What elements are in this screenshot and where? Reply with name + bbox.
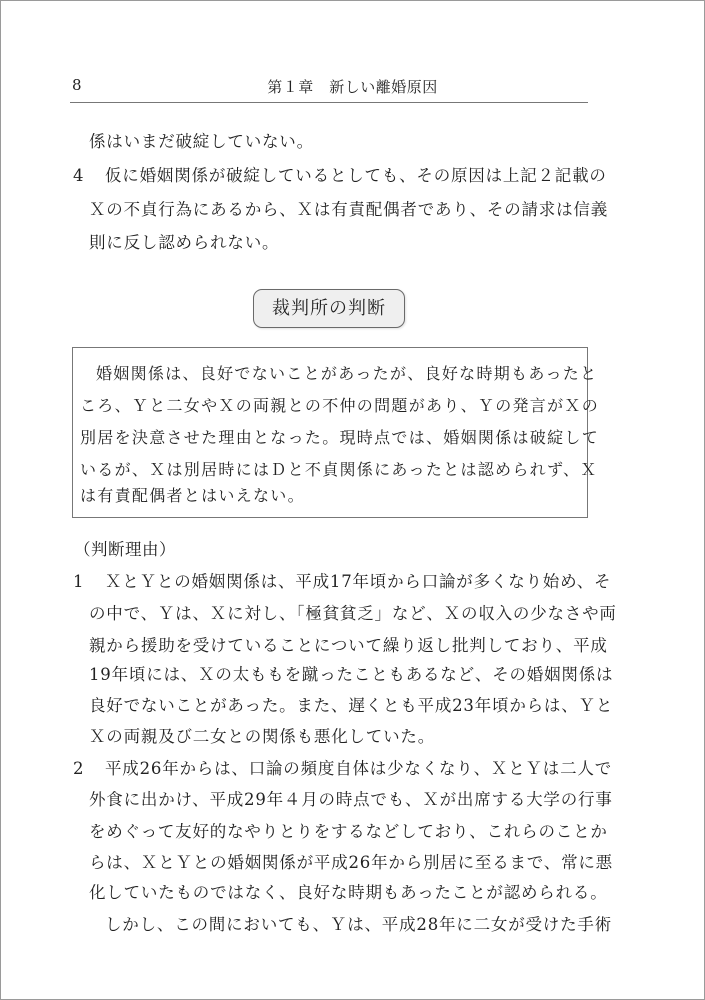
item1-line-1: ＸとＹとの婚姻関係は、平成17年頃から口論が多くなり始め、そ: [105, 572, 612, 591]
item-number-4: 4: [73, 166, 84, 185]
header-rule: [70, 102, 588, 103]
summary-box: [72, 347, 600, 518]
item2-line-1: 平成26年からは、口論の頻度自体は少なくなり、ＸとＹは二人で: [105, 759, 612, 778]
running-header: 第１章 新しい離婚原因: [267, 78, 438, 96]
item1-line-5: 良好でないことがあった。また、遅くとも平成23年頃からは、Ｙと: [89, 696, 614, 715]
continuation-line: 係はいまだ破綻していない。: [89, 132, 314, 151]
item2-line-6: しかし、この間においても、Ｙは、平成28年に二女が受けた手術: [105, 915, 612, 934]
section-title: 裁判所の判断: [253, 289, 405, 328]
item1-line-2: の中で、Ｙは、Ｘに対し、「極貧貧乏」など、Ｘの収入の少なさや両: [89, 604, 617, 623]
item-number-2: 2: [73, 759, 84, 778]
item2-line-2: 外食に出かけ、平成29年４月の時点でも、Ｘが出席する大学の行事: [89, 790, 613, 809]
item2-line-4: らは、ＸとＹとの婚姻関係が平成26年から別居に至るまで、常に悪: [89, 853, 613, 872]
item4-line-3: 則に反し認められない。: [89, 233, 280, 252]
summary-line-3: 別居を決意させた理由となった。現時点では、婚姻関係は破綻して: [80, 428, 600, 447]
summary-line-5: は有責配偶者とはいえない。: [80, 486, 305, 505]
reasons-heading: （判断理由）: [74, 540, 176, 559]
item2-line-5: 化していたものではなく、良好な時期もあったことが認められる。: [89, 883, 608, 902]
summary-line-1: 婚姻関係は、良好でないことがあったが、良好な時期もあったと: [96, 364, 598, 383]
item1-line-6: Ｘの両親及び二女との関係も悪化していた。: [89, 727, 435, 746]
item1-line-3: 親から援助を受けていることについて繰り返し批判しており、平成: [89, 636, 608, 655]
item4-line-1: 仮に婚姻関係が破綻しているとしても、その原因は上記２記載の: [105, 166, 607, 185]
item4-line-2: Ｘの不貞行為にあるから、Ｘは有責配偶者であり、その請求は信義: [89, 200, 608, 219]
item-number-1: 1: [73, 572, 84, 591]
item2-line-3: をめぐって友好的なやりとりをするなどしており、これらのことか: [89, 822, 608, 841]
item1-line-4: 19年頃には、Ｘの太ももを蹴ったこともあるなど、その婚姻関係は: [89, 665, 614, 684]
summary-line-2: ころ、Ｙと二女やＸの両親との不仲の問題があり、Ｙの発言がＸの: [80, 396, 600, 415]
summary-line-4: いるが、Ｘは別居時にはＤと不貞関係にあったとは認められず、Ｘ: [80, 460, 598, 479]
page-number: 8: [72, 76, 82, 94]
